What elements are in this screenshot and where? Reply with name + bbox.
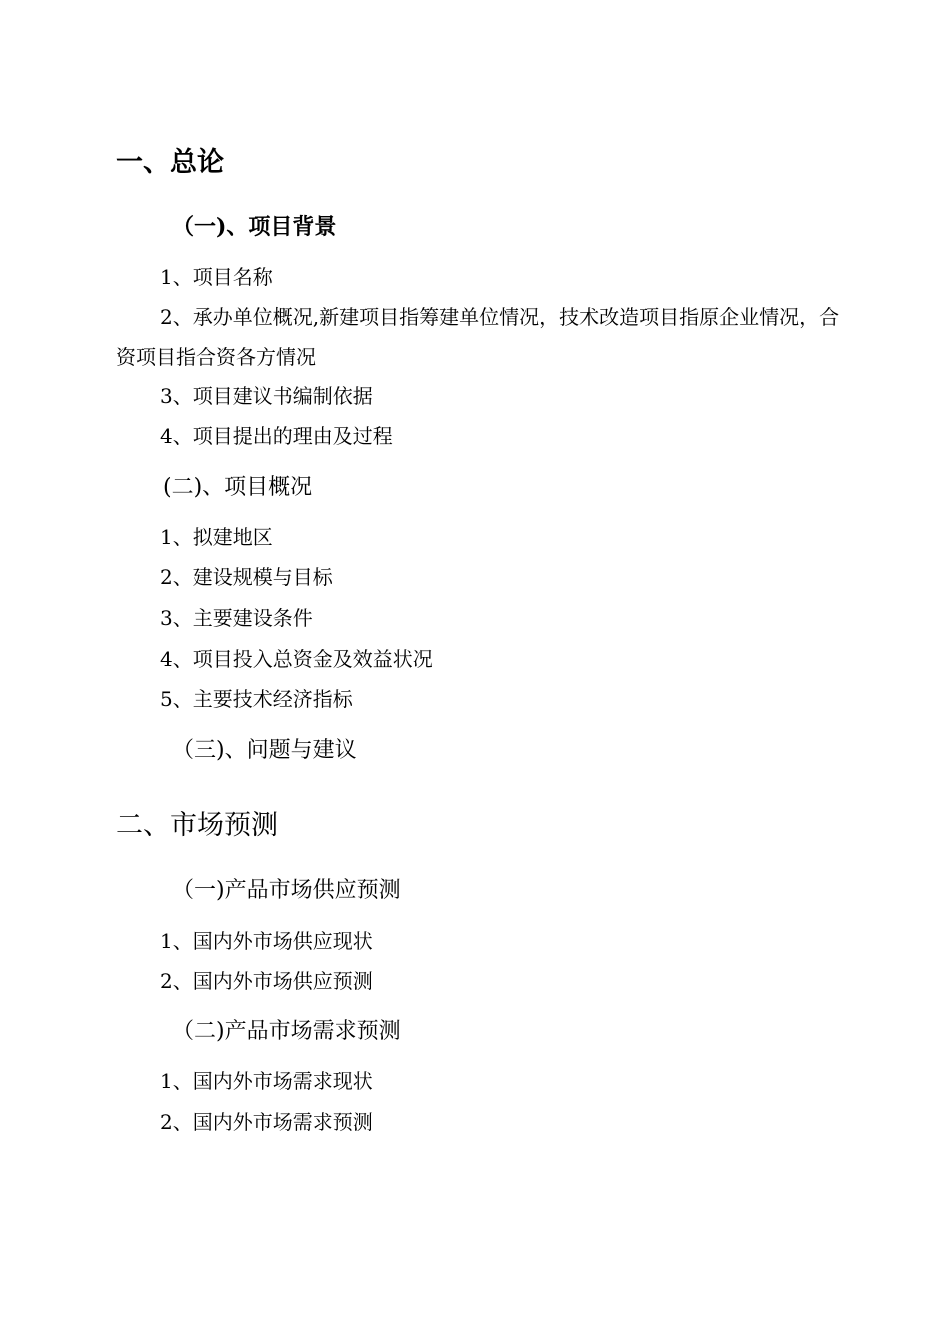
section-heading-1: 一、总论 xyxy=(116,147,224,178)
list-item: 2、建设规模与目标 xyxy=(160,565,333,589)
list-item: 2、国内外市场供应预测 xyxy=(160,969,373,993)
subsection-heading-issues: （三)、问题与建议 xyxy=(172,738,357,763)
list-item: 2、国内外市场需求预测 xyxy=(160,1110,373,1134)
list-item-paragraph: 2、承办单位概况,新建项目指筹建单位情况，技术改造项目指原企业情况，合资项目指合资各方情况 xyxy=(116,305,840,369)
list-item: 1、项目名称 xyxy=(160,265,273,289)
section-heading-2: 二、市场预测 xyxy=(116,810,278,841)
subsection-heading-supply: （一)产品市场供应预测 xyxy=(172,878,401,903)
list-item: 4、项目投入总资金及效益状况 xyxy=(160,647,433,671)
list-item: 3、项目建议书编制依据 xyxy=(160,384,373,408)
subsection-heading-demand: （二)产品市场需求预测 xyxy=(172,1019,401,1044)
subsection-heading-background: （一)、项目背景 xyxy=(172,214,337,240)
subsection-heading-overview: (二)、项目概况 xyxy=(163,475,313,500)
list-item: 5、主要技术经济指标 xyxy=(160,687,353,711)
list-item: 1、拟建地区 xyxy=(160,525,273,549)
list-item: 1、国内外市场供应现状 xyxy=(160,929,373,953)
list-item: 1、国内外市场需求现状 xyxy=(160,1069,373,1093)
list-item: 4、项目提出的理由及过程 xyxy=(160,424,393,448)
list-item: 3、主要建设条件 xyxy=(160,606,313,630)
